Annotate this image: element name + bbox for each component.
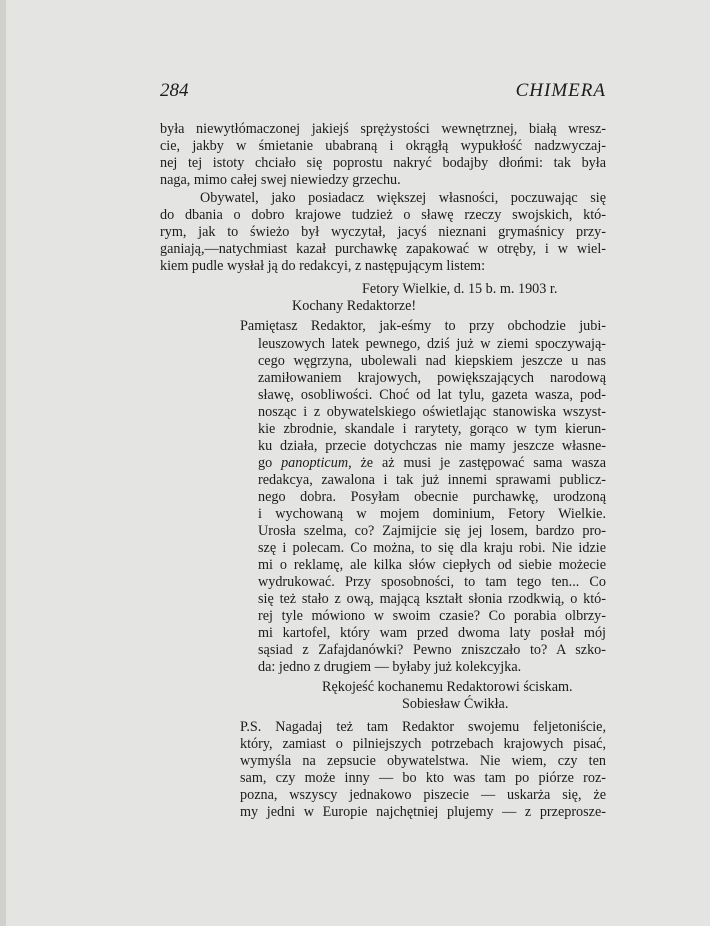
letter-line: Pamiętasz Redaktor, jak-eśmy to przy obchodzie jubi- bbox=[240, 318, 606, 334]
italic-word: panopticum bbox=[281, 455, 349, 471]
page-edge-shadow bbox=[0, 0, 6, 926]
letter-line: nosząc i z obywatelskiego oświetlając stanowiska wszyst- bbox=[258, 404, 606, 420]
letter-line: nego dobra. Posyłam obecnie purchawkę, urodzoną bbox=[258, 489, 606, 505]
body-line: nej tej istoty chciało się poprostu nakryć bodajby dłońmi: tak była bbox=[160, 155, 606, 171]
letter-signature: Sobiesław Ćwikła. bbox=[402, 696, 509, 712]
letter-dateline: Fetory Wielkie, d. 15 b. m. 1903 r. bbox=[362, 281, 558, 297]
letter-line: się też stało z ową, mającą kształt słonia rzodkwią, o któ- bbox=[258, 591, 606, 607]
body-line: była niewytłómaczonej jakiejś sprężystości wewnętrznej, białą wresz- bbox=[160, 121, 606, 137]
letter-line: sławę, osobliwości. Choć od lat tylu, gazeta wasza, pod- bbox=[258, 387, 606, 403]
letter-line: kie zbrodnie, skandale i rarytety, gorąco w tym kierun- bbox=[258, 421, 606, 437]
ps-line: wymyśla na zepsucie obywatelstwa. Nie wiem, czy ten bbox=[240, 753, 606, 769]
body-line: cie, jakby w śmietanie ubabraną i okrągłą wypukłość nadzwyczaj- bbox=[160, 138, 606, 154]
page-header bbox=[160, 80, 606, 106]
letter-line: szę i polecam. Co można, to się dla kraju robi. Nie idzie bbox=[258, 540, 606, 556]
body-line: kiem pudle wysłał ją do redakcyi, z następującym listem: bbox=[160, 258, 486, 274]
letter-line: wydrukować. Przy sposobności, to tam tego ten... Co bbox=[258, 574, 606, 590]
body-line: do dbania o dobro krajowe tudzież o sławę rzeczy swojskich, któ- bbox=[160, 207, 606, 223]
ps-line: pozna, wszyscy jednakowo piszecie — uskarża się, że bbox=[240, 787, 606, 803]
text-span: go bbox=[258, 455, 282, 471]
letter-salutation: Kochany Redaktorze! bbox=[292, 298, 417, 314]
ps-line: sam, czy może inny — bo kto was tam po piórze roz- bbox=[240, 770, 606, 786]
letter-line-panopticum bbox=[258, 455, 606, 472]
letter-line: Urosła szelma, co? Zajmijcie się jej losem, bardzo pro- bbox=[258, 523, 606, 539]
ps-line: który, zamiast o pilniejszych potrzebach krajowych pisać, bbox=[240, 736, 606, 752]
body-line: Obywatel, jako posiadacz większej własności, poczuwając się bbox=[200, 190, 606, 206]
letter-closing: Rękojeść kochanemu Redaktorowi ściskam. bbox=[322, 679, 573, 695]
letter-line: da: jedno z drugiem — byłaby już kolekcyjka. bbox=[258, 659, 522, 675]
letter-line: zamiłowaniem krajowych, powiększających narodową bbox=[258, 370, 606, 386]
body-line: ganiają,—natychmiast kazał purchawkę zapakować w otręby, i w wiel- bbox=[160, 241, 606, 257]
text-span: , że aż musi je zastępować sama wasza bbox=[348, 455, 607, 471]
body-line: rym, jak to świeżo był wyczytał, jacyś nieznani grymaśnicy przy- bbox=[160, 224, 606, 240]
letter-line: rej tyle mówiono w swoim czasie? Co porabia olbrzy- bbox=[258, 608, 606, 624]
letter-line: sąsiad z Zafajdanówki? Pewno zniszczało to? A szko- bbox=[258, 642, 606, 658]
ps-line: my jedni w Europie najchętniej plujemy — z przeprosze- bbox=[240, 804, 606, 820]
letter-line: leuszowych latek pewnego, dziś już w ziemi spoczywają- bbox=[258, 336, 606, 352]
letter-line: ku działa, przecie dotychczas nie mamy jeszcze własne- bbox=[258, 438, 606, 454]
page-number: 284 bbox=[160, 80, 189, 101]
letter-line: redakcya, zawalona i tak już innemi sprawami publicz- bbox=[258, 472, 606, 488]
letter-line: mi o reklamę, ale kilka słów ciepłych od siebie możecie bbox=[258, 557, 606, 573]
ps-line: P.S. Nagadaj też tam Redaktor swojemu feljetoniście, bbox=[240, 719, 606, 735]
body-line: naga, mimo całej swej niewiedzy grzechu. bbox=[160, 172, 401, 188]
letter-line: mi kartofel, który wam przed dwoma laty posłał mój bbox=[258, 625, 606, 641]
letter-line: cego węgrzyna, ubolewali nad kiepskiem jeszcze u nas bbox=[258, 353, 606, 369]
running-title: CHIMERA bbox=[515, 80, 606, 101]
letter-line: i wychowaną w mojem dominium, Fetory Wielkie. bbox=[258, 506, 606, 522]
